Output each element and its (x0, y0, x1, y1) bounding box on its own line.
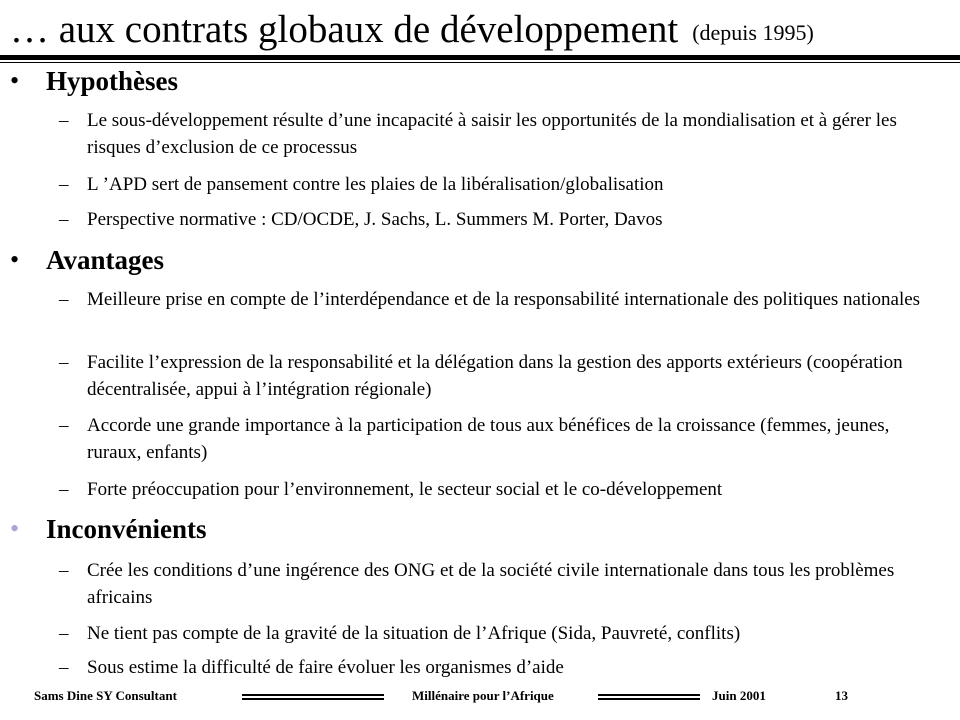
footer-center: Millénaire pour l’Afrique (412, 688, 554, 703)
section-heading: Inconvénients (46, 514, 207, 544)
dash-icon: – (59, 560, 69, 581)
dash-icon: – (59, 209, 69, 230)
footer-divider (242, 698, 384, 700)
footer-date: Juin 2001 (712, 688, 766, 703)
dash-icon: – (59, 623, 69, 644)
list-item-text: Le sous-développement résulte d’une incapacité à saisir les opportunités de la mondialisation et à gérer les risques d’exclusion de ce processus (87, 110, 897, 158)
footer-divider (598, 694, 700, 696)
bullet-icon: • (10, 66, 20, 95)
list-item-text: Sous estime la difficulté de faire évoluer les organismes d’aide (87, 657, 564, 678)
dash-icon: – (59, 479, 69, 500)
list-item-text: Crée les conditions d’une ingérence des ONG et de la société civile internationale dans tous les problèmes africains (87, 560, 895, 608)
page-number: 13 (835, 688, 848, 703)
footer-divider (598, 698, 700, 700)
dash-icon: – (59, 415, 69, 436)
slide-title (10, 8, 950, 52)
bullet-icon: • (10, 514, 20, 543)
dash-icon: – (59, 657, 69, 678)
list-item-text: Ne tient pas compte de la gravité de la situation de l’Afrique (Sida, Pauvreté, conflits) (87, 623, 741, 644)
title-divider-thin (0, 62, 960, 63)
bullet-icon: • (10, 245, 20, 274)
list-item-text: Accorde une grande importance à la participation de tous aux bénéfices de la croissance (femmes, jeunes, ruraux, enfants) (87, 415, 890, 463)
list-item-text: Perspective normative : CD/OCDE, J. Sachs, L. Summers M. Porter, Davos (87, 209, 663, 230)
list-item-text: Forte préoccupation pour l’environnement, le secteur social et le co-développement (87, 479, 723, 500)
list-item-text: Meilleure prise en compte de l’interdépendance et de la responsabilité internationale des politiques nationales (87, 289, 921, 310)
footer-divider (242, 694, 384, 696)
title-divider (0, 55, 960, 60)
dash-icon: – (59, 352, 69, 373)
dash-icon: – (59, 174, 69, 195)
dash-icon: – (59, 110, 69, 131)
section-heading: Hypothèses (46, 66, 179, 96)
footer-author: Sams Dine SY Consultant (34, 688, 177, 703)
title-main: … aux contrats globaux de développement (10, 8, 679, 51)
section-heading: Avantages (46, 245, 164, 275)
list-item-text: L ’APD sert de pansement contre les plaies de la libéralisation/globalisation (87, 174, 664, 195)
slide-footer (0, 686, 960, 710)
title-subtitle: (depuis 1995) (692, 20, 814, 45)
list-item-text: Facilite l’expression de la responsabilité et la délégation dans la gestion des apports extérieurs (coopération décentralisée, appui à l’intégration régionale) (87, 352, 903, 400)
dash-icon: – (59, 289, 69, 310)
